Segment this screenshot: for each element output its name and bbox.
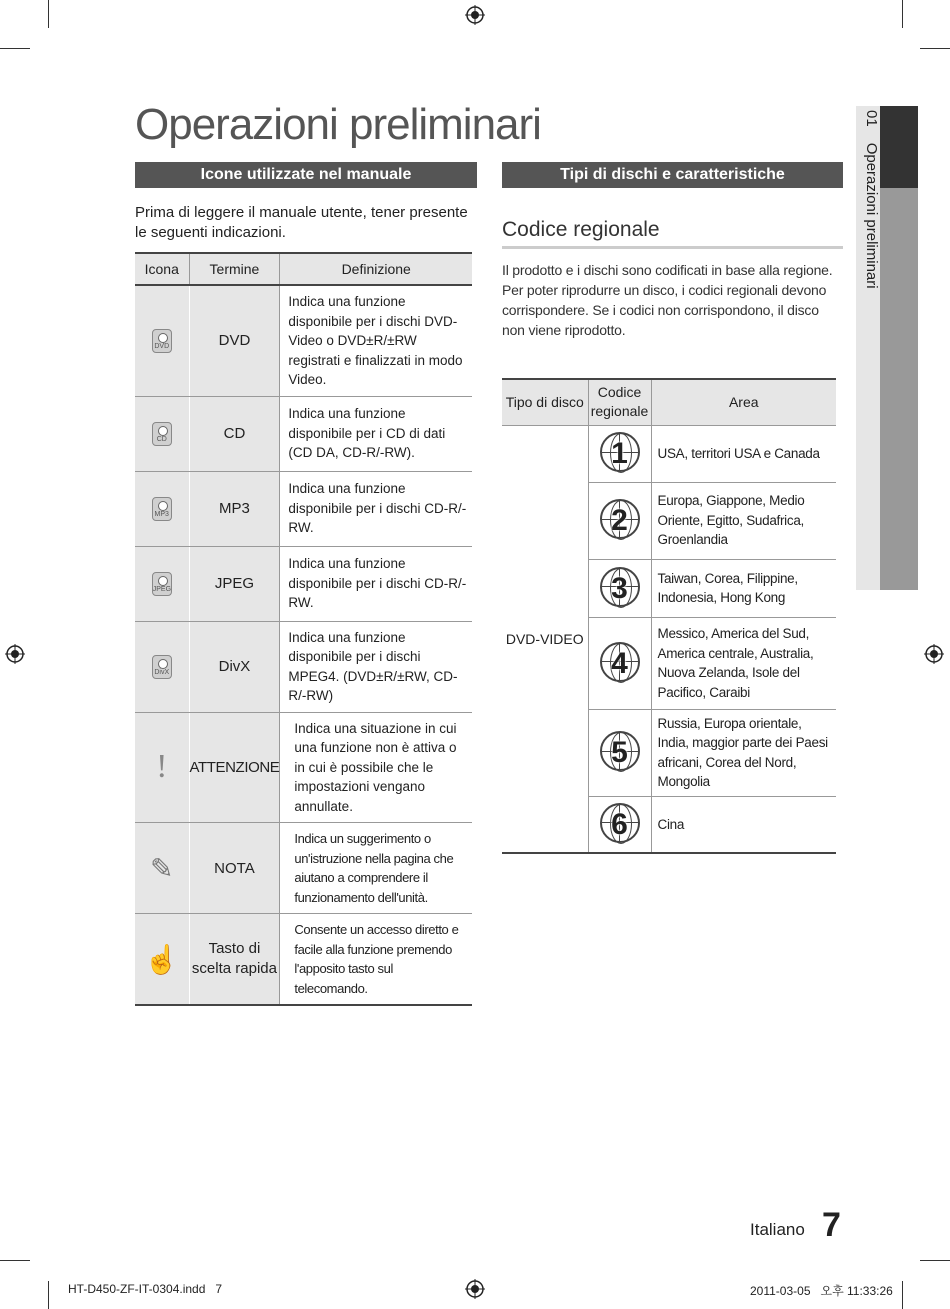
region-description: Il prodotto e i dischi sono codificati in base alla regione. Per poter riprodurre un disco, i codici regionali devono corrispondere. Se i codici non corrispondono, il disco non viene riprodotto. xyxy=(502,262,833,338)
regions-table xyxy=(502,378,836,854)
table-row xyxy=(135,396,472,471)
definition-cell: Indica una funzione disponibile per i CD di dati (CD DA, CD-R/-RW). xyxy=(280,396,472,471)
footer-page-number: 7 xyxy=(822,1206,841,1244)
term-cell: NOTA xyxy=(189,823,280,914)
definition-cell: Indica una funzione disponibile per i dischi CD-R/-RW. xyxy=(280,546,472,621)
table-row xyxy=(135,546,472,621)
icons-table xyxy=(135,252,472,1006)
term-cell: Tasto di scelta rapida xyxy=(189,914,280,1006)
cd-disc-icon: CD xyxy=(135,396,189,471)
pencil-note-icon: ✎ xyxy=(135,823,189,914)
region-code-title: Codice regionale xyxy=(502,218,660,241)
header-icon: Icona xyxy=(135,253,189,285)
term-cell: CD xyxy=(189,396,280,471)
definition-cell: Indica una funzione disponibile per i dischi DVD-Video o DVD±R/±RW registrati e finalizzati in modo Video. xyxy=(280,285,472,396)
side-tab-label xyxy=(863,110,880,510)
area-cell: Europa, Giappone, Medio Oriente, Egitto, Sudafrica, Groenlandia xyxy=(651,482,836,559)
area-cell: Cina xyxy=(651,796,836,853)
region-globe-icon: 6 xyxy=(588,796,651,853)
registration-mark-bottom-icon xyxy=(465,1279,485,1299)
side-tab-number: 01 xyxy=(863,110,880,127)
definition-cell: Indica un suggerimento o un'istruzione nella pagina che aiutano a comprendere il funzionamento dell'unità. xyxy=(280,823,472,914)
definition-cell: Indica una funzione disponibile per i dischi CD-R/-RW. xyxy=(280,471,472,546)
mp3-disc-icon: MP3 xyxy=(135,471,189,546)
term-cell: DVD xyxy=(189,285,280,396)
definition-cell: Consente un accesso diretto e facile alla funzione premendo l'apposito tasto sul telecomando. xyxy=(280,914,472,1006)
registration-mark-left-icon xyxy=(5,644,25,664)
definition-cell: Indica una funzione disponibile per i dischi MPEG4. (DVD±R/±RW, CD-R/-RW) xyxy=(280,621,472,712)
table-row xyxy=(135,712,472,823)
header-area: Area xyxy=(651,379,836,425)
region-globe-icon: 4 xyxy=(588,617,651,709)
header-term: Termine xyxy=(189,253,280,285)
section-title-icons: Icone utilizzate nel manuale xyxy=(135,162,477,188)
header-definition: Definizione xyxy=(280,253,472,285)
table-row xyxy=(135,621,472,712)
hand-press-icon: ☝ xyxy=(135,914,189,1006)
jpeg-disc-icon: JPEG xyxy=(135,546,189,621)
slug-filename: HT-D450-ZF-IT-0304.indd 7 xyxy=(68,1282,223,1296)
registration-mark-right-icon xyxy=(924,644,944,664)
table-row xyxy=(135,285,472,396)
header-disc-type: Tipo di disco xyxy=(502,379,588,425)
footer-language: Italiano xyxy=(750,1220,805,1239)
term-cell: MP3 xyxy=(189,471,280,546)
intro-text: Prima di leggere il manuale utente, tener presente le seguenti indicazioni. xyxy=(135,204,468,241)
subtitle-underline xyxy=(502,246,843,249)
region-globe-icon: 2 xyxy=(588,482,651,559)
table-row xyxy=(135,914,472,1006)
registration-mark-top-icon xyxy=(465,5,485,25)
disc-type-cell: DVD-VIDEO xyxy=(502,425,588,853)
region-globe-icon: 3 xyxy=(588,559,651,617)
page-title: Operazioni preliminari xyxy=(135,100,541,149)
table-row xyxy=(135,823,472,914)
term-cell: JPEG xyxy=(189,546,280,621)
definition-cell: Indica una situazione in cui una funzione non è attiva o in cui è possibile che le impostazioni vengano annullate. xyxy=(280,712,472,823)
slug-datetime: 2011-03-05 오후 11:33:26 xyxy=(750,1284,893,1298)
area-cell: USA, territori USA e Canada xyxy=(651,425,836,482)
side-tab-text: Operazioni preliminari xyxy=(863,142,880,289)
region-globe-icon: 5 xyxy=(588,709,651,796)
term-cell: ATTENZIONE xyxy=(189,712,280,823)
header-region-code: Codice regionale xyxy=(588,379,651,425)
table-row xyxy=(135,471,472,546)
region-globe-icon: 1 xyxy=(588,425,651,482)
table-row xyxy=(502,425,836,482)
area-cell: Taiwan, Corea, Filippine, Indonesia, Hong Kong xyxy=(651,559,836,617)
term-cell: DivX xyxy=(189,621,280,712)
exclamation-icon: ! xyxy=(135,712,189,823)
area-cell: Russia, Europa orientale, India, maggior parte dei Paesi africani, Corea del Nord, Mongolia xyxy=(651,709,836,796)
divx-disc-icon: DivX xyxy=(135,621,189,712)
area-cell: Messico, America del Sud, America centrale, Australia, Nuova Zelanda, Isole del Pacifico, Caraibi xyxy=(651,617,836,709)
section-title-discs: Tipi di dischi e caratteristiche xyxy=(502,162,843,188)
dvd-disc-icon: DVD xyxy=(135,285,189,396)
